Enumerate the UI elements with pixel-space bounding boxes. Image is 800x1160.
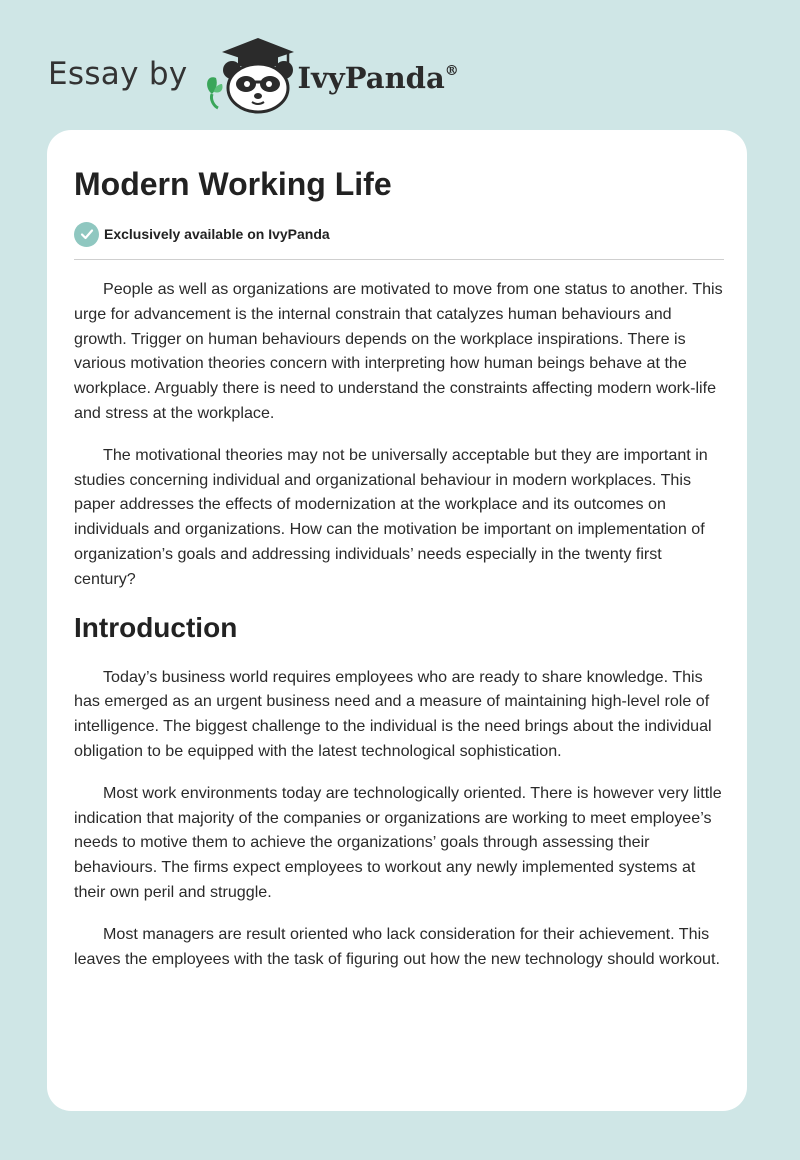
site-header — [48, 34, 459, 114]
essay-by-label: Essay by — [48, 56, 188, 92]
paragraph: Most work environments today are technologically oriented. There is however very little indication that majority of the companies or organizations are working to meet employee’s needs to motive them to achieve the organizations’ goals through assessing their behaviours. The firms expect employees to workout any newly implemented systems at their own peril and struggle. — [74, 783, 722, 901]
brand-name: IvyPanda® — [297, 61, 459, 95]
article-content — [74, 162, 724, 988]
exclusive-badge-label: Exclusively available on IvyPanda — [104, 226, 330, 242]
article-card — [47, 130, 747, 1111]
paragraph: People as well as organizations are motivated to move from one status to another. This urge for advancement is the internal constrain that catalyzes human behaviours and growth. Trigger on human behaviours depends on the workplace inspirations. There is various motivation theories concern with interpreting how human beings behave at the workplace. Arguably there is need to understand the constraints affecting modern work-life and stress at the workplace. — [74, 280, 723, 422]
divider — [74, 259, 724, 260]
panda-logo-icon — [202, 34, 294, 114]
page-title: Modern Working Life — [74, 166, 392, 202]
registered-mark: ® — [444, 63, 459, 79]
paragraph: Today’s business world requires employees who are ready to share knowledge. This has emerged as an urgent business need and a measure of maintaining high-level role of intelligence. The biggest challenge to the individual is the need brings about the individual obligation to be equipped with the latest technological sophistication. — [74, 667, 712, 760]
paragraph: Most managers are result oriented who lack consideration for their achievement. This leaves the employees with the task of figuring out how the new technology should workout. — [74, 924, 720, 968]
paragraph: The motivational theories may not be universally acceptable but they are important in studies concerning individual and organizational behaviour in modern workplaces. This paper addresses the effects of modernization at the workplace and its outcomes on individuals and organizations. How can the motivation be important on implementation of organization’s goals and addressing individuals’ needs especially in the twenty first century? — [74, 445, 708, 588]
section-heading: Introduction — [74, 611, 238, 643]
checkmark-icon — [74, 222, 99, 247]
exclusive-badge — [74, 220, 724, 248]
